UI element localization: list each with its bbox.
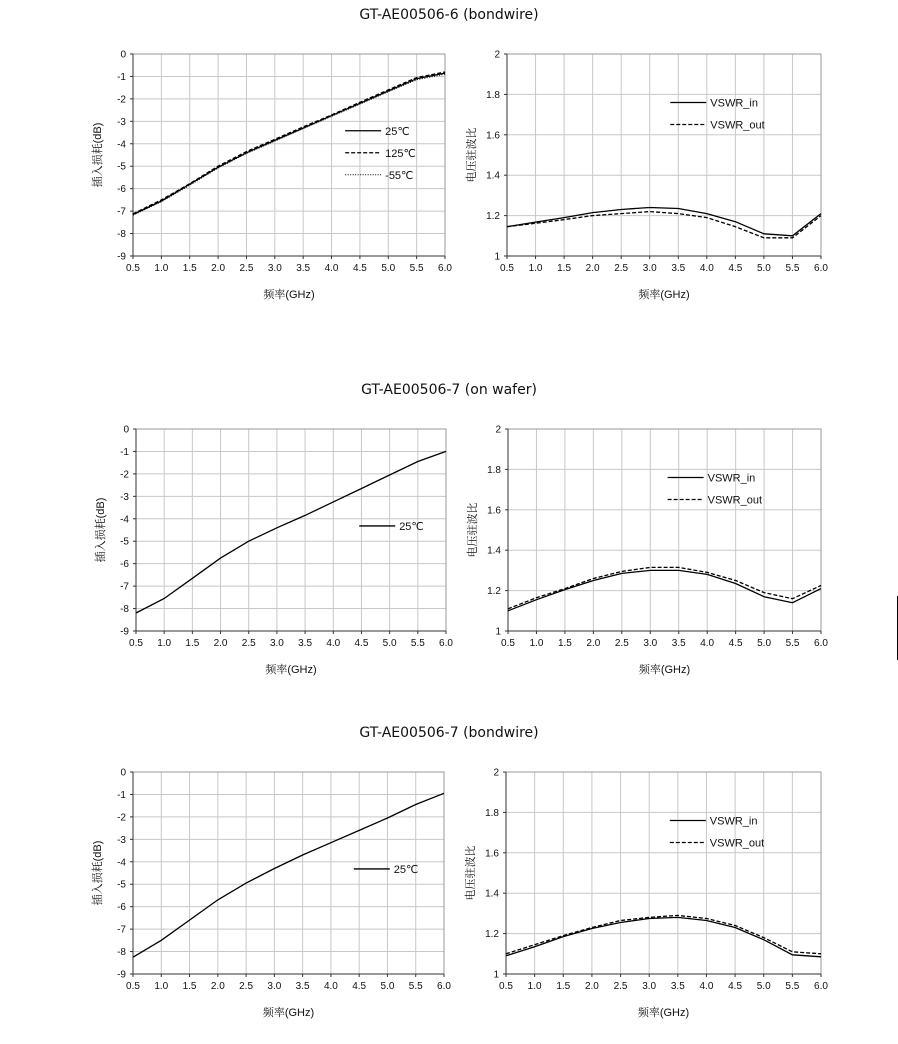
y-tick-label: -4 bbox=[117, 857, 126, 869]
x-tick-label: 6.0 bbox=[437, 981, 451, 992]
y-tick-label: 2 bbox=[493, 767, 499, 779]
x-tick-label: 0.5 bbox=[129, 638, 143, 649]
y-tick-label: -1 bbox=[120, 446, 129, 458]
y-tick-label: 1.8 bbox=[486, 89, 500, 101]
y-tick-label: -9 bbox=[117, 251, 126, 263]
y-tick-label: -5 bbox=[117, 879, 126, 891]
x-tick-label: 0.5 bbox=[500, 263, 514, 274]
x-tick-label: 0.5 bbox=[126, 263, 140, 274]
x-tick-label: 3.0 bbox=[269, 638, 284, 649]
x-tick-label: 4.0 bbox=[326, 638, 341, 649]
y-tick-label: 1.8 bbox=[487, 464, 501, 476]
x-tick-label: 5.0 bbox=[756, 263, 771, 274]
x-axis-title: 频率(GHz) bbox=[638, 289, 690, 301]
x-tick-label: 2.5 bbox=[614, 638, 629, 649]
y-tick-label: 1.2 bbox=[486, 211, 500, 223]
x-tick-label: 4.0 bbox=[699, 263, 714, 274]
x-tick-label: 1.5 bbox=[182, 263, 197, 274]
x-tick-label: 3.5 bbox=[295, 981, 310, 992]
y-tick-label: 1.4 bbox=[487, 545, 501, 557]
x-tick-label: 3.0 bbox=[267, 981, 282, 992]
legend-label: VSWR_in bbox=[710, 97, 758, 110]
y-tick-label: -8 bbox=[120, 604, 129, 616]
x-tick-label: 6.0 bbox=[439, 638, 453, 649]
x-tick-label: 4.0 bbox=[324, 263, 339, 274]
y-tick-label: 2 bbox=[495, 424, 501, 436]
x-tick-label: 1.5 bbox=[557, 638, 572, 649]
y-tick-label: -5 bbox=[120, 536, 129, 548]
plot-area bbox=[506, 772, 821, 974]
y-tick-label: 2 bbox=[494, 49, 500, 61]
x-tick-label: 5.5 bbox=[785, 263, 800, 274]
vswr-chart-bondwire-7 bbox=[463, 768, 828, 1020]
legend-label: 25℃ bbox=[393, 863, 419, 876]
x-tick-label: 3.5 bbox=[296, 263, 311, 274]
x-tick-label: 5.0 bbox=[382, 638, 397, 649]
x-tick-label: 0.5 bbox=[499, 981, 513, 992]
x-tick-label: 1.5 bbox=[182, 981, 197, 992]
x-tick-label: 2.5 bbox=[241, 638, 256, 649]
x-tick-label: 2.5 bbox=[613, 981, 628, 992]
y-tick-label: -2 bbox=[120, 469, 129, 481]
x-tick-label: 1.0 bbox=[154, 981, 169, 992]
x-tick-label: 1.0 bbox=[154, 263, 169, 274]
insertion-loss-chart-bondwire-7 bbox=[90, 768, 451, 1020]
x-tick-label: 3.5 bbox=[298, 638, 313, 649]
y-tick-label: -8 bbox=[117, 229, 126, 241]
y-tick-label: -5 bbox=[117, 161, 126, 173]
y-tick-label: -7 bbox=[120, 581, 129, 593]
y-axis-title: 插入损耗(dB) bbox=[92, 840, 104, 906]
x-tick-label: 5.5 bbox=[785, 981, 800, 992]
x-axis-title: 频率(GHz) bbox=[265, 664, 317, 676]
y-tick-label: 1.6 bbox=[486, 130, 500, 142]
x-tick-label: 3.0 bbox=[643, 638, 658, 649]
x-tick-label: 0.5 bbox=[501, 638, 515, 649]
x-tick-label: 2.5 bbox=[239, 981, 254, 992]
x-tick-label: 1.5 bbox=[185, 638, 200, 649]
legend-label: VSWR_out bbox=[709, 837, 765, 850]
y-tick-label: 0 bbox=[123, 424, 129, 436]
legend-label: VSWR_out bbox=[710, 119, 765, 132]
y-tick-label: 1.2 bbox=[485, 929, 499, 941]
y-tick-label: -2 bbox=[117, 94, 126, 106]
x-tick-label: 1.0 bbox=[157, 638, 172, 649]
y-tick-label: 1.4 bbox=[486, 170, 500, 182]
x-tick-label: 3.0 bbox=[642, 263, 657, 274]
legend-label: 25℃ bbox=[399, 520, 424, 533]
x-tick-label: 1.0 bbox=[529, 638, 544, 649]
x-tick-label: 5.0 bbox=[381, 263, 396, 274]
x-tick-label: 3.0 bbox=[267, 263, 282, 274]
y-axis-title: 电压驻波比 bbox=[466, 127, 478, 183]
x-tick-label: 5.5 bbox=[409, 263, 424, 274]
y-tick-label: 1 bbox=[494, 251, 500, 263]
x-tick-label: 1.5 bbox=[556, 981, 571, 992]
legend-label: -55℃ bbox=[385, 169, 414, 182]
x-tick-label: 6.0 bbox=[814, 638, 828, 649]
y-tick-label: -4 bbox=[120, 514, 129, 526]
vswr-chart-bondwire-6 bbox=[464, 50, 828, 302]
y-tick-label: 1.8 bbox=[485, 807, 499, 819]
x-tick-label: 6.0 bbox=[814, 263, 828, 274]
y-tick-label: -7 bbox=[117, 924, 126, 936]
y-axis-title: 插入损耗(dB) bbox=[95, 497, 107, 563]
x-tick-label: 6.0 bbox=[438, 263, 452, 274]
x-tick-label: 3.5 bbox=[670, 981, 685, 992]
x-tick-label: 4.5 bbox=[728, 638, 743, 649]
x-tick-label: 1.0 bbox=[527, 981, 542, 992]
x-tick-label: 2.5 bbox=[239, 263, 254, 274]
plot-area bbox=[508, 429, 821, 631]
y-tick-label: 1 bbox=[495, 626, 501, 638]
section-title-3: GT-AE00506-7 (bondwire) bbox=[359, 725, 539, 741]
y-tick-label: -9 bbox=[120, 626, 129, 638]
x-tick-label: 4.0 bbox=[700, 638, 715, 649]
y-tick-label: 1.6 bbox=[487, 505, 501, 517]
legend-label: VSWR_out bbox=[707, 494, 763, 507]
insertion-loss-chart-on-wafer-7 bbox=[93, 425, 453, 677]
x-tick-label: 4.5 bbox=[352, 263, 367, 274]
x-tick-label: 0.5 bbox=[126, 981, 140, 992]
legend-label: VSWR_in bbox=[709, 815, 758, 828]
y-tick-label: 1.4 bbox=[485, 888, 499, 900]
x-tick-label: 5.5 bbox=[785, 638, 800, 649]
x-tick-label: 2.5 bbox=[614, 263, 629, 274]
y-tick-label: -6 bbox=[117, 184, 126, 196]
y-tick-label: -6 bbox=[117, 902, 126, 914]
x-tick-label: 2.0 bbox=[213, 638, 228, 649]
x-tick-label: 3.5 bbox=[671, 638, 686, 649]
y-axis-title: 电压驻波比 bbox=[467, 502, 479, 558]
x-tick-label: 1.0 bbox=[528, 263, 543, 274]
y-tick-label: -1 bbox=[117, 71, 126, 83]
x-tick-label: 5.0 bbox=[757, 638, 772, 649]
legend-label: 25℃ bbox=[385, 125, 410, 138]
y-tick-label: -3 bbox=[120, 491, 129, 503]
x-axis-title: 频率(GHz) bbox=[638, 664, 691, 676]
plot-area bbox=[507, 54, 821, 256]
y-tick-label: 1.6 bbox=[485, 848, 499, 860]
y-tick-label: -2 bbox=[117, 812, 126, 824]
x-tick-label: 4.5 bbox=[352, 981, 367, 992]
y-tick-label: 1 bbox=[493, 969, 499, 981]
y-axis-title: 插入损耗(dB) bbox=[92, 122, 104, 188]
y-tick-label: -8 bbox=[117, 947, 126, 959]
y-tick-label: -7 bbox=[117, 206, 126, 218]
x-tick-label: 2.0 bbox=[586, 638, 601, 649]
x-axis-title: 频率(GHz) bbox=[637, 1007, 690, 1019]
section-title-1: GT-AE00506-6 (bondwire) bbox=[359, 7, 539, 23]
section-title-2: GT-AE00506-7 (on wafer) bbox=[361, 382, 537, 398]
x-tick-label: 1.5 bbox=[557, 263, 572, 274]
x-tick-label: 6.0 bbox=[814, 981, 828, 992]
x-tick-label: 4.5 bbox=[728, 263, 743, 274]
x-tick-label: 5.0 bbox=[756, 981, 771, 992]
y-tick-label: -6 bbox=[120, 559, 129, 571]
legend-label: 125℃ bbox=[385, 147, 416, 160]
y-tick-label: -3 bbox=[117, 834, 126, 846]
y-tick-label: -4 bbox=[117, 139, 126, 151]
legend-label: VSWR_in bbox=[707, 472, 756, 485]
insertion-loss-chart-bondwire-6 bbox=[90, 50, 452, 302]
x-tick-label: 2.0 bbox=[211, 263, 226, 274]
x-tick-label: 2.0 bbox=[210, 981, 225, 992]
x-axis-title: 频率(GHz) bbox=[262, 1007, 315, 1019]
x-tick-label: 5.5 bbox=[408, 981, 423, 992]
x-tick-label: 3.0 bbox=[642, 981, 657, 992]
y-tick-label: -1 bbox=[117, 789, 126, 801]
x-tick-label: 4.0 bbox=[699, 981, 714, 992]
x-tick-label: 4.5 bbox=[354, 638, 369, 649]
x-tick-label: 2.0 bbox=[584, 981, 599, 992]
y-tick-label: 1.2 bbox=[487, 586, 501, 598]
x-tick-label: 3.5 bbox=[671, 263, 686, 274]
x-tick-label: 5.0 bbox=[380, 981, 395, 992]
x-tick-label: 5.5 bbox=[410, 638, 425, 649]
vswr-chart-on-wafer-7 bbox=[465, 425, 828, 677]
y-tick-label: -3 bbox=[117, 116, 126, 128]
x-tick-label: 4.0 bbox=[323, 981, 338, 992]
y-tick-label: -9 bbox=[117, 969, 126, 981]
y-tick-label: 0 bbox=[120, 767, 126, 779]
x-tick-label: 4.5 bbox=[728, 981, 743, 992]
x-axis-title: 频率(GHz) bbox=[263, 289, 315, 301]
y-tick-label: 0 bbox=[120, 49, 126, 61]
x-tick-label: 2.0 bbox=[585, 263, 600, 274]
y-axis-title: 电压驻波比 bbox=[465, 845, 477, 901]
